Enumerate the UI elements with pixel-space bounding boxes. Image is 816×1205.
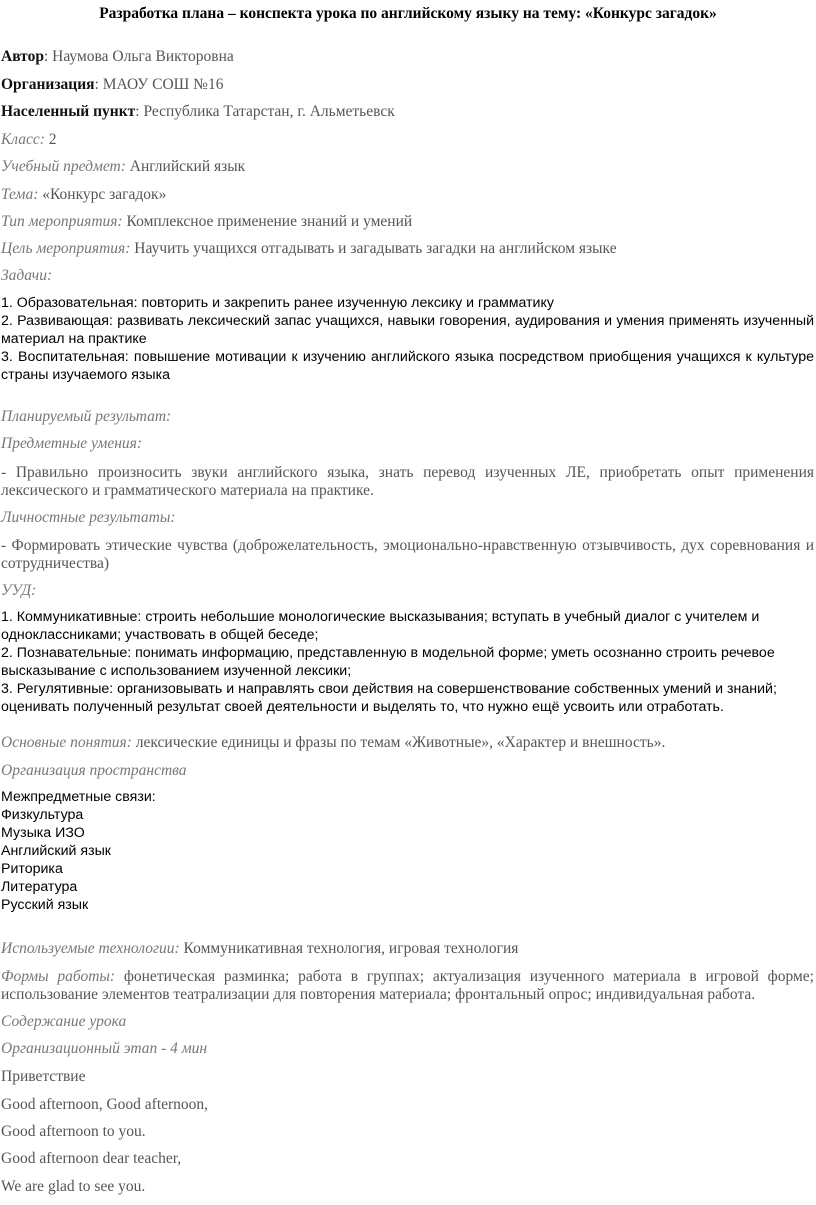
- theme-value: «Конкурс загадок»: [38, 186, 167, 203]
- concepts-line: [1, 734, 814, 752]
- personal-results-text: - Формировать этические чувства (доброжелательность, эмоционально-нравственную отзывчивость, дух соревнования и: [1, 537, 814, 554]
- personal-results-text: сотрудничества): [1, 555, 110, 572]
- greeting-line: Good afternoon, Good afternoon,: [1, 1096, 209, 1113]
- concepts-label: Основные понятия:: [1, 734, 132, 751]
- links-item: Риторика: [1, 861, 63, 877]
- class-line: [1, 131, 814, 149]
- subject-skills-text: - Правильно произносить звуки английского языка, знать перевод изученных ЛЕ, приобретать опыт применения: [1, 464, 814, 481]
- uud-label: УУД:: [1, 582, 37, 599]
- work-forms-label: Формы работы:: [1, 968, 116, 985]
- author-value: : Наумова Ольга Викторовна: [43, 48, 234, 65]
- page-title: Разработка плана – конспекта урока по английскому языку на тему: «Конкурс загадок»: [99, 5, 717, 22]
- technologies-label: Используемые технологии:: [1, 940, 180, 957]
- uud-item: оценивать полученный результат своей деятельности и выделять то, что нужно ещё усвоить или отработать.: [1, 699, 724, 715]
- subject-skills-label: Предметные умения:: [1, 435, 143, 452]
- organization-line: [1, 76, 814, 94]
- task-item: материал на практике: [1, 331, 147, 347]
- technologies-value: Коммуникативная технология, игровая технология: [179, 940, 519, 957]
- tasks-label: Задачи:: [1, 267, 53, 284]
- work-forms-line-2: использование элементов театрализации для повторения материала; фронтальный опрос; индивидуальная работа.: [1, 986, 756, 1003]
- uud-item: 1. Коммуникативные: строить небольшие монологические высказывания; вступать в учебный диалог с учителем и: [1, 609, 760, 625]
- goal-value: Научить учащихся отгадывать и загадывать загадки на английском языке: [130, 240, 617, 257]
- links-item: Литература: [1, 879, 78, 895]
- links-item: Физкультура: [1, 807, 84, 823]
- links-heading: Межпредметные связи:: [1, 789, 156, 805]
- subject-value: Английский язык: [125, 158, 246, 175]
- greeting-line: We are glad to see you.: [1, 1178, 146, 1195]
- theme-label: Тема:: [1, 186, 39, 203]
- organization-value: : МАОУ СОШ №16: [94, 76, 224, 93]
- links-item: Музыка ИЗО: [1, 825, 85, 841]
- work-forms-line: [1, 968, 814, 986]
- subject-line: [1, 158, 814, 176]
- author-label: Автор: [1, 48, 44, 65]
- goal-line: [1, 240, 814, 258]
- stage-label: Организационный этап - 4 мин: [1, 1040, 208, 1057]
- uud-item: высказывание с использованием изученной лексики;: [1, 663, 352, 679]
- locality-label: Населенный пункт: [1, 103, 136, 120]
- links-item: Английский язык: [1, 843, 111, 859]
- greeting-line: Good afternoon dear teacher,: [1, 1150, 182, 1167]
- planned-result-label: Планируемый результат:: [1, 408, 172, 425]
- space-label: Организация пространства: [1, 762, 187, 779]
- uud-item: 2. Познавательные: понимать информацию, представленную в модельной форме; уметь осознанно строить речевое: [1, 645, 775, 661]
- locality-line: [1, 103, 814, 121]
- task-item: страны изучаемого языка: [1, 367, 171, 383]
- goal-label: Цель мероприятия:: [1, 240, 131, 257]
- subject-label: Учебный предмет:: [1, 158, 126, 175]
- work-forms-value: фонетическая разминка; работа в группах; актуализация изученного материала в игровой форме;: [115, 968, 814, 985]
- task-item: 2. Развивающая: развивать лексический запас учащихся, навыки говорения, аудирования и умения применять изученный: [1, 313, 814, 329]
- greeting-line: Good afternoon to you.: [1, 1123, 146, 1140]
- personal-results-label: Личностные результаты:: [1, 509, 176, 526]
- uud-item: одноклассниками; участвовать в общей беседе;: [1, 627, 319, 643]
- task-item: 1. Образовательная: повторить и закрепить ранее изученную лексику и грамматику: [1, 295, 554, 311]
- uud-item: 3. Регулятивные: организовывать и направлять свои действия на совершенствование собственных умений и знаний;: [1, 681, 777, 697]
- task-item: 3. Воспитательная: повышение мотивации к изучению английского языка посредством приобщения учащихся к культуре: [1, 349, 814, 365]
- concepts-value: лексические единицы и фразы по темам «Животные», «Характер и внешность».: [131, 734, 666, 751]
- author-line: [1, 48, 814, 66]
- event-type-label: Тип мероприятия:: [1, 213, 123, 230]
- locality-value: : Республика Татарстан, г. Альметьевск: [135, 103, 395, 120]
- subject-skills-text: лексического и грамматического материала на практике.: [1, 482, 374, 499]
- links-item: Русский язык: [1, 897, 89, 913]
- organization-label: Организация: [1, 76, 95, 93]
- event-type-line: [1, 213, 814, 231]
- class-value: 2: [44, 131, 57, 148]
- lesson-content-label: Содержание урока: [1, 1013, 127, 1030]
- greeting-line: Приветствие: [1, 1068, 86, 1085]
- technologies-line: [1, 940, 814, 958]
- class-label: Класс:: [1, 131, 45, 148]
- theme-line: [1, 186, 814, 204]
- event-type-value: Комплексное применение знаний и умений: [122, 213, 413, 230]
